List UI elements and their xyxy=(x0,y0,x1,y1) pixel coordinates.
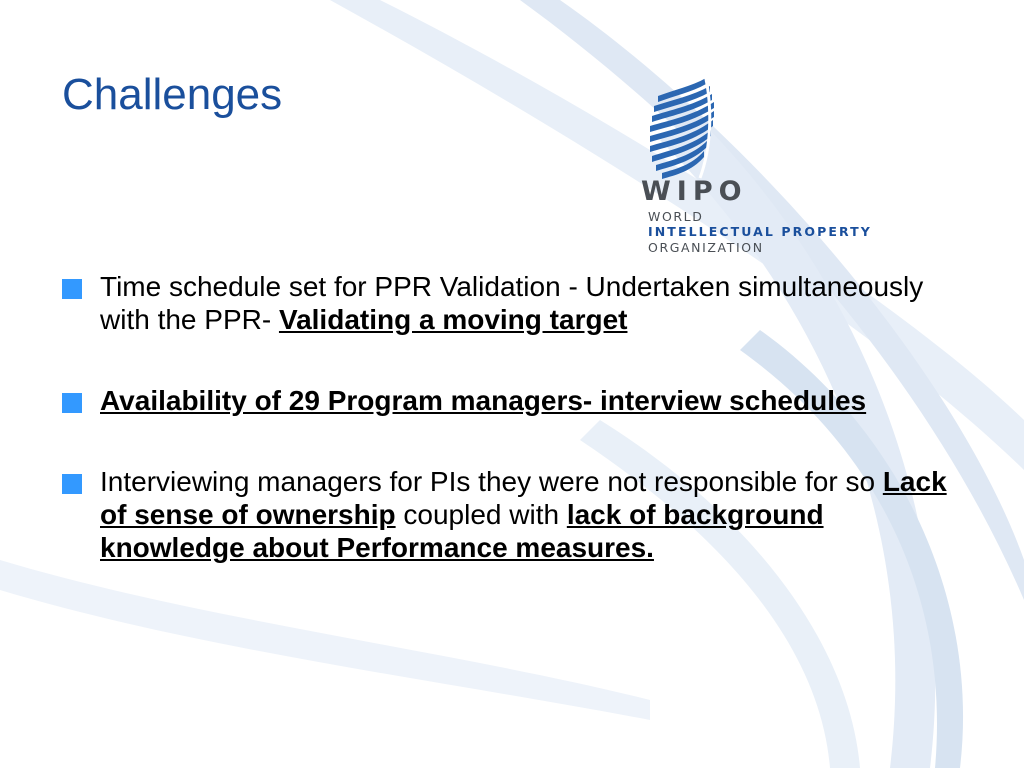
square-bullet-icon xyxy=(62,279,82,299)
logo-line-organization: ORGANIZATION xyxy=(648,240,764,255)
bullet-list xyxy=(62,270,972,564)
bullet-emphasis: Availability of 29 Program managers- interview schedules xyxy=(100,385,867,416)
bullet-emphasis: lack of background knowledge about Performance measures. xyxy=(100,499,824,563)
bullet-item xyxy=(62,465,972,564)
bullet-text: Time schedule set for PPR Validation - Undertaken simultaneously with the PPR- xyxy=(100,271,924,335)
logo-line-world: WORLD xyxy=(648,209,704,224)
slide-title: Challenges xyxy=(62,70,283,119)
logo-wordmark: WIPO xyxy=(641,176,748,207)
bullet-emphasis: Validating a moving target xyxy=(278,304,628,335)
bullet-item xyxy=(62,270,972,336)
bullet-text: Interviewing managers for PIs they were not responsible for so xyxy=(100,466,883,497)
bullet-item xyxy=(62,384,972,417)
bullet-text: coupled with xyxy=(395,499,567,530)
bullet-emphasis: Lack of sense of ownership xyxy=(100,466,947,530)
square-bullet-icon xyxy=(62,393,82,413)
square-bullet-icon xyxy=(62,474,82,494)
logo-line-intellectual-property: INTELLECTUAL PROPERTY xyxy=(648,224,872,239)
